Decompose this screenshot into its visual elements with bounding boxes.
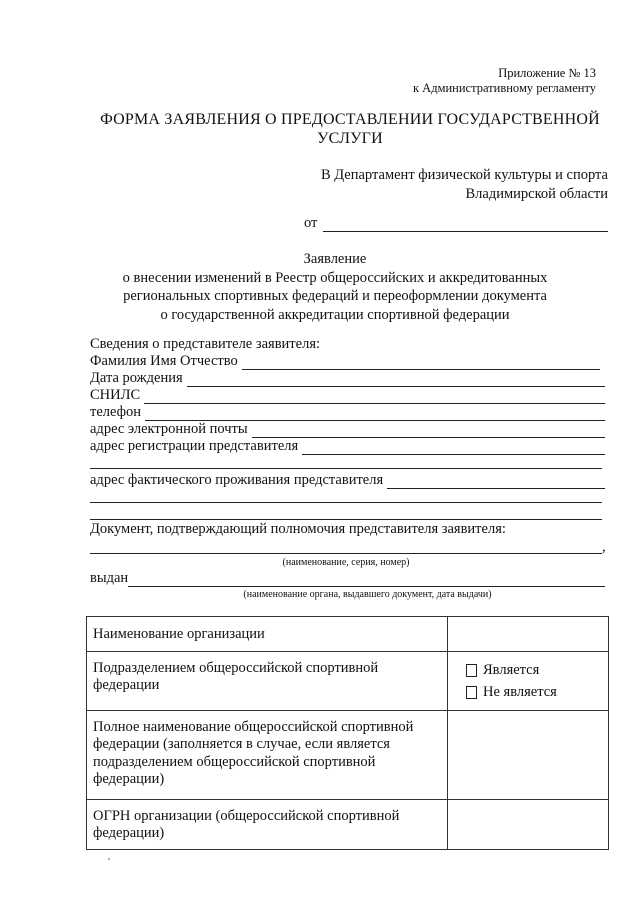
subdivision-options [448,651,609,710]
org-name-label: Наименование организации [87,617,448,652]
email-row [90,421,605,438]
from-row [304,213,608,232]
table-row [87,799,609,849]
full-name-label: Фамилия Имя Отчество [90,353,238,369]
document-trailing-comma: , [602,539,606,555]
actual-address-continuation-1[interactable] [90,502,602,503]
document-name-note: (наименование, серия, номер) [282,557,410,568]
actual-address-field[interactable] [387,475,605,489]
phone-field[interactable] [145,407,605,421]
representative-heading [90,336,605,353]
actual-address-label: адрес фактического проживания представителя [90,472,384,488]
full-name-field[interactable] [242,356,600,370]
birth-date-label: Дата рождения [90,370,183,386]
org-name-value[interactable] [448,617,609,652]
registration-address-field[interactable] [302,441,605,455]
document-heading-text: Документ, подтверждающий полномочия представителя заявителя: [90,521,506,537]
representative-heading-text: Сведения о представителе заявителя: [90,336,321,352]
statement-heading: Заявление [303,251,367,267]
actual-address-row [90,472,605,489]
full-name-row [90,353,600,370]
issued-field[interactable] [128,573,605,587]
statement-line-3: о государственной аккредитации спортивной федерации [160,306,510,323]
from-label: от [304,215,318,231]
email-field[interactable] [252,424,605,438]
addressee [321,166,608,204]
option-is-not[interactable] [466,682,602,704]
full-federation-name-label: Полное наименование общероссийской спортивной федерации (заполняется в случае, если является подразделением общероссийской спортивной федерации) [87,710,448,799]
birth-date-field[interactable] [187,373,605,387]
table-row [87,617,609,652]
subdivision-label: Подразделением общероссийской спортивной федерации [87,651,448,710]
option-is[interactable] [466,660,602,682]
appendix-line-1: Приложение № 13 [498,66,596,80]
actual-address-continuation-2[interactable] [90,519,602,520]
table-row [87,651,609,710]
appendix-note [413,66,596,96]
full-federation-name-value[interactable] [448,710,609,799]
form-title: ФОРМА ЗАЯВЛЕНИЯ О ПРЕДОСТАВЛЕНИИ ГОСУДАРСТВЕННОЙ УСЛУГИ [100,111,600,147]
checkbox-is-not[interactable] [466,686,477,699]
registration-address-label: адрес регистрации представителя [90,438,299,454]
registration-address-row [90,438,605,455]
ogrn-value[interactable] [448,799,609,849]
registration-address-continuation[interactable] [90,468,602,469]
organization-table [86,616,609,850]
checkbox-is[interactable] [466,664,477,677]
scan-speck [108,858,110,860]
snils-label: СНИЛС [90,387,141,403]
option-is-not-label: Не является [483,683,557,700]
ogrn-label: ОГРН организации (общероссийской спортивной федерации) [87,799,448,849]
appendix-line-2: к Административному регламенту [412,81,596,95]
addressee-line-1: В Департамент физической культуры и спорта [320,167,608,183]
addressee-line-2: Владимирской области [465,186,608,202]
table-row [87,710,609,799]
snils-row [90,387,605,404]
from-field[interactable] [323,217,608,232]
statement-block [100,250,570,324]
birth-date-row [90,370,605,387]
document-name-field[interactable] [90,553,602,554]
document-heading [90,521,605,538]
phone-row [90,404,605,421]
issued-row [90,570,605,587]
statement-line-1: о внесении изменений в Реестр общероссийских и аккредитованных [122,269,548,286]
snils-field[interactable] [144,390,605,404]
issued-label: выдан [90,570,129,586]
statement-line-2: региональных спортивных федераций и переоформлении документа [123,288,547,304]
phone-label: телефон [90,404,142,420]
email-label: адрес электронной почты [90,421,248,437]
issuer-note: (наименование органа, выдавшего документ, дата выдачи) [243,589,492,600]
option-is-label: Является [483,661,540,678]
